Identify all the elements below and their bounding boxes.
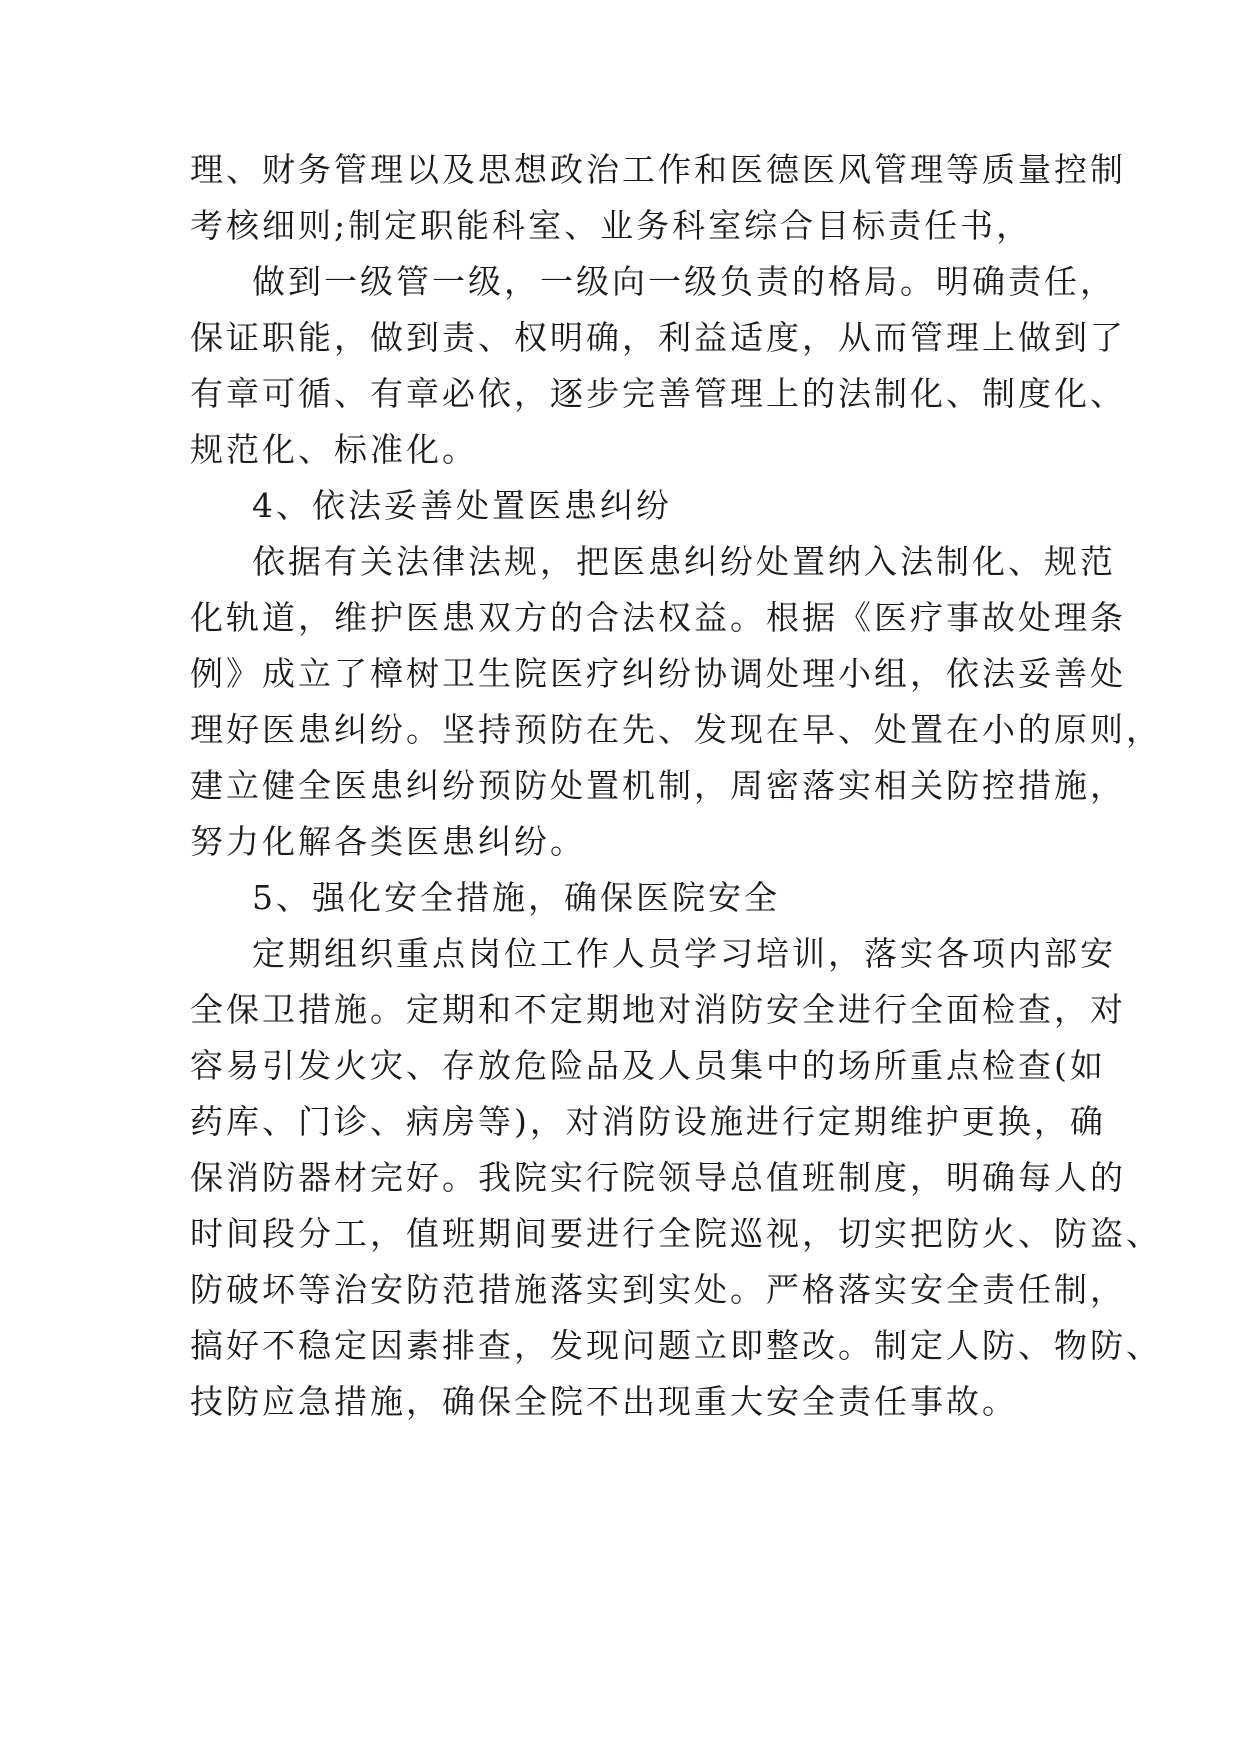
section-heading: 4、依法妥善处置医患纠纷: [252, 486, 672, 525]
text-line: 技防应急措施，确保全院不出现重大安全责任事故。: [190, 1382, 1018, 1421]
text-line: 建立健全医患纠纷预防处置机制，周密落实相关防控措施，: [190, 766, 1126, 805]
text-line: 时间段分工，值班期间要进行全院巡视，切实把防火、防盗、: [190, 1214, 1162, 1253]
text-line: 努力化解各类医患纠纷。: [190, 822, 586, 861]
text-line: 理、财务管理以及思想政治工作和医德医风管理等质量控制: [190, 150, 1126, 189]
text-line: 有章可循、有章必依，逐步完善管理上的法制化、制度化、: [190, 374, 1126, 413]
paragraph-start: 做到一级管一级，一级向一级负责的格局。明确责任，: [252, 262, 1116, 301]
text-line: 例》成立了樟树卫生院医疗纠纷协调处理小组，依法妥善处: [190, 654, 1126, 693]
text-line: 化轨道，维护医患双方的合法权益。根据《医疗事故处理条: [190, 598, 1126, 637]
text-line: 全保卫措施。定期和不定期地对消防安全进行全面检查，对: [190, 990, 1126, 1029]
section-heading: 5、强化安全措施，确保医院安全: [252, 878, 780, 917]
text-line: 防破坏等治安防范措施落实到实处。严格落实安全责任制，: [190, 1270, 1126, 1309]
text-line: 理好医患纠纷。坚持预防在先、发现在早、处置在小的原则，: [190, 710, 1162, 749]
text-line: 考核细则;制定职能科室、业务科室综合目标责任书，: [190, 206, 1033, 245]
paragraph-start: 定期组织重点岗位工作人员学习培训，落实各项内部安: [252, 934, 1116, 973]
text-line: 保消防器材完好。我院实行院领导总值班制度，明确每人的: [190, 1158, 1126, 1197]
text-line: 药库、门诊、病房等)，对消防设施进行定期维护更换，确: [190, 1102, 1106, 1141]
text-line: 容易引发火灾、存放危险品及人员集中的场所重点检查(如: [190, 1046, 1106, 1085]
paragraph-start: 依据有关法律法规，把医患纠纷处置纳入法制化、规范: [252, 542, 1116, 581]
text-line: 保证职能，做到责、权明确，利益适度，从而管理上做到了: [190, 318, 1126, 357]
text-line: 搞好不稳定因素排查，发现问题立即整改。制定人防、物防、: [190, 1326, 1162, 1365]
text-line: 规范化、标准化。: [190, 430, 478, 469]
